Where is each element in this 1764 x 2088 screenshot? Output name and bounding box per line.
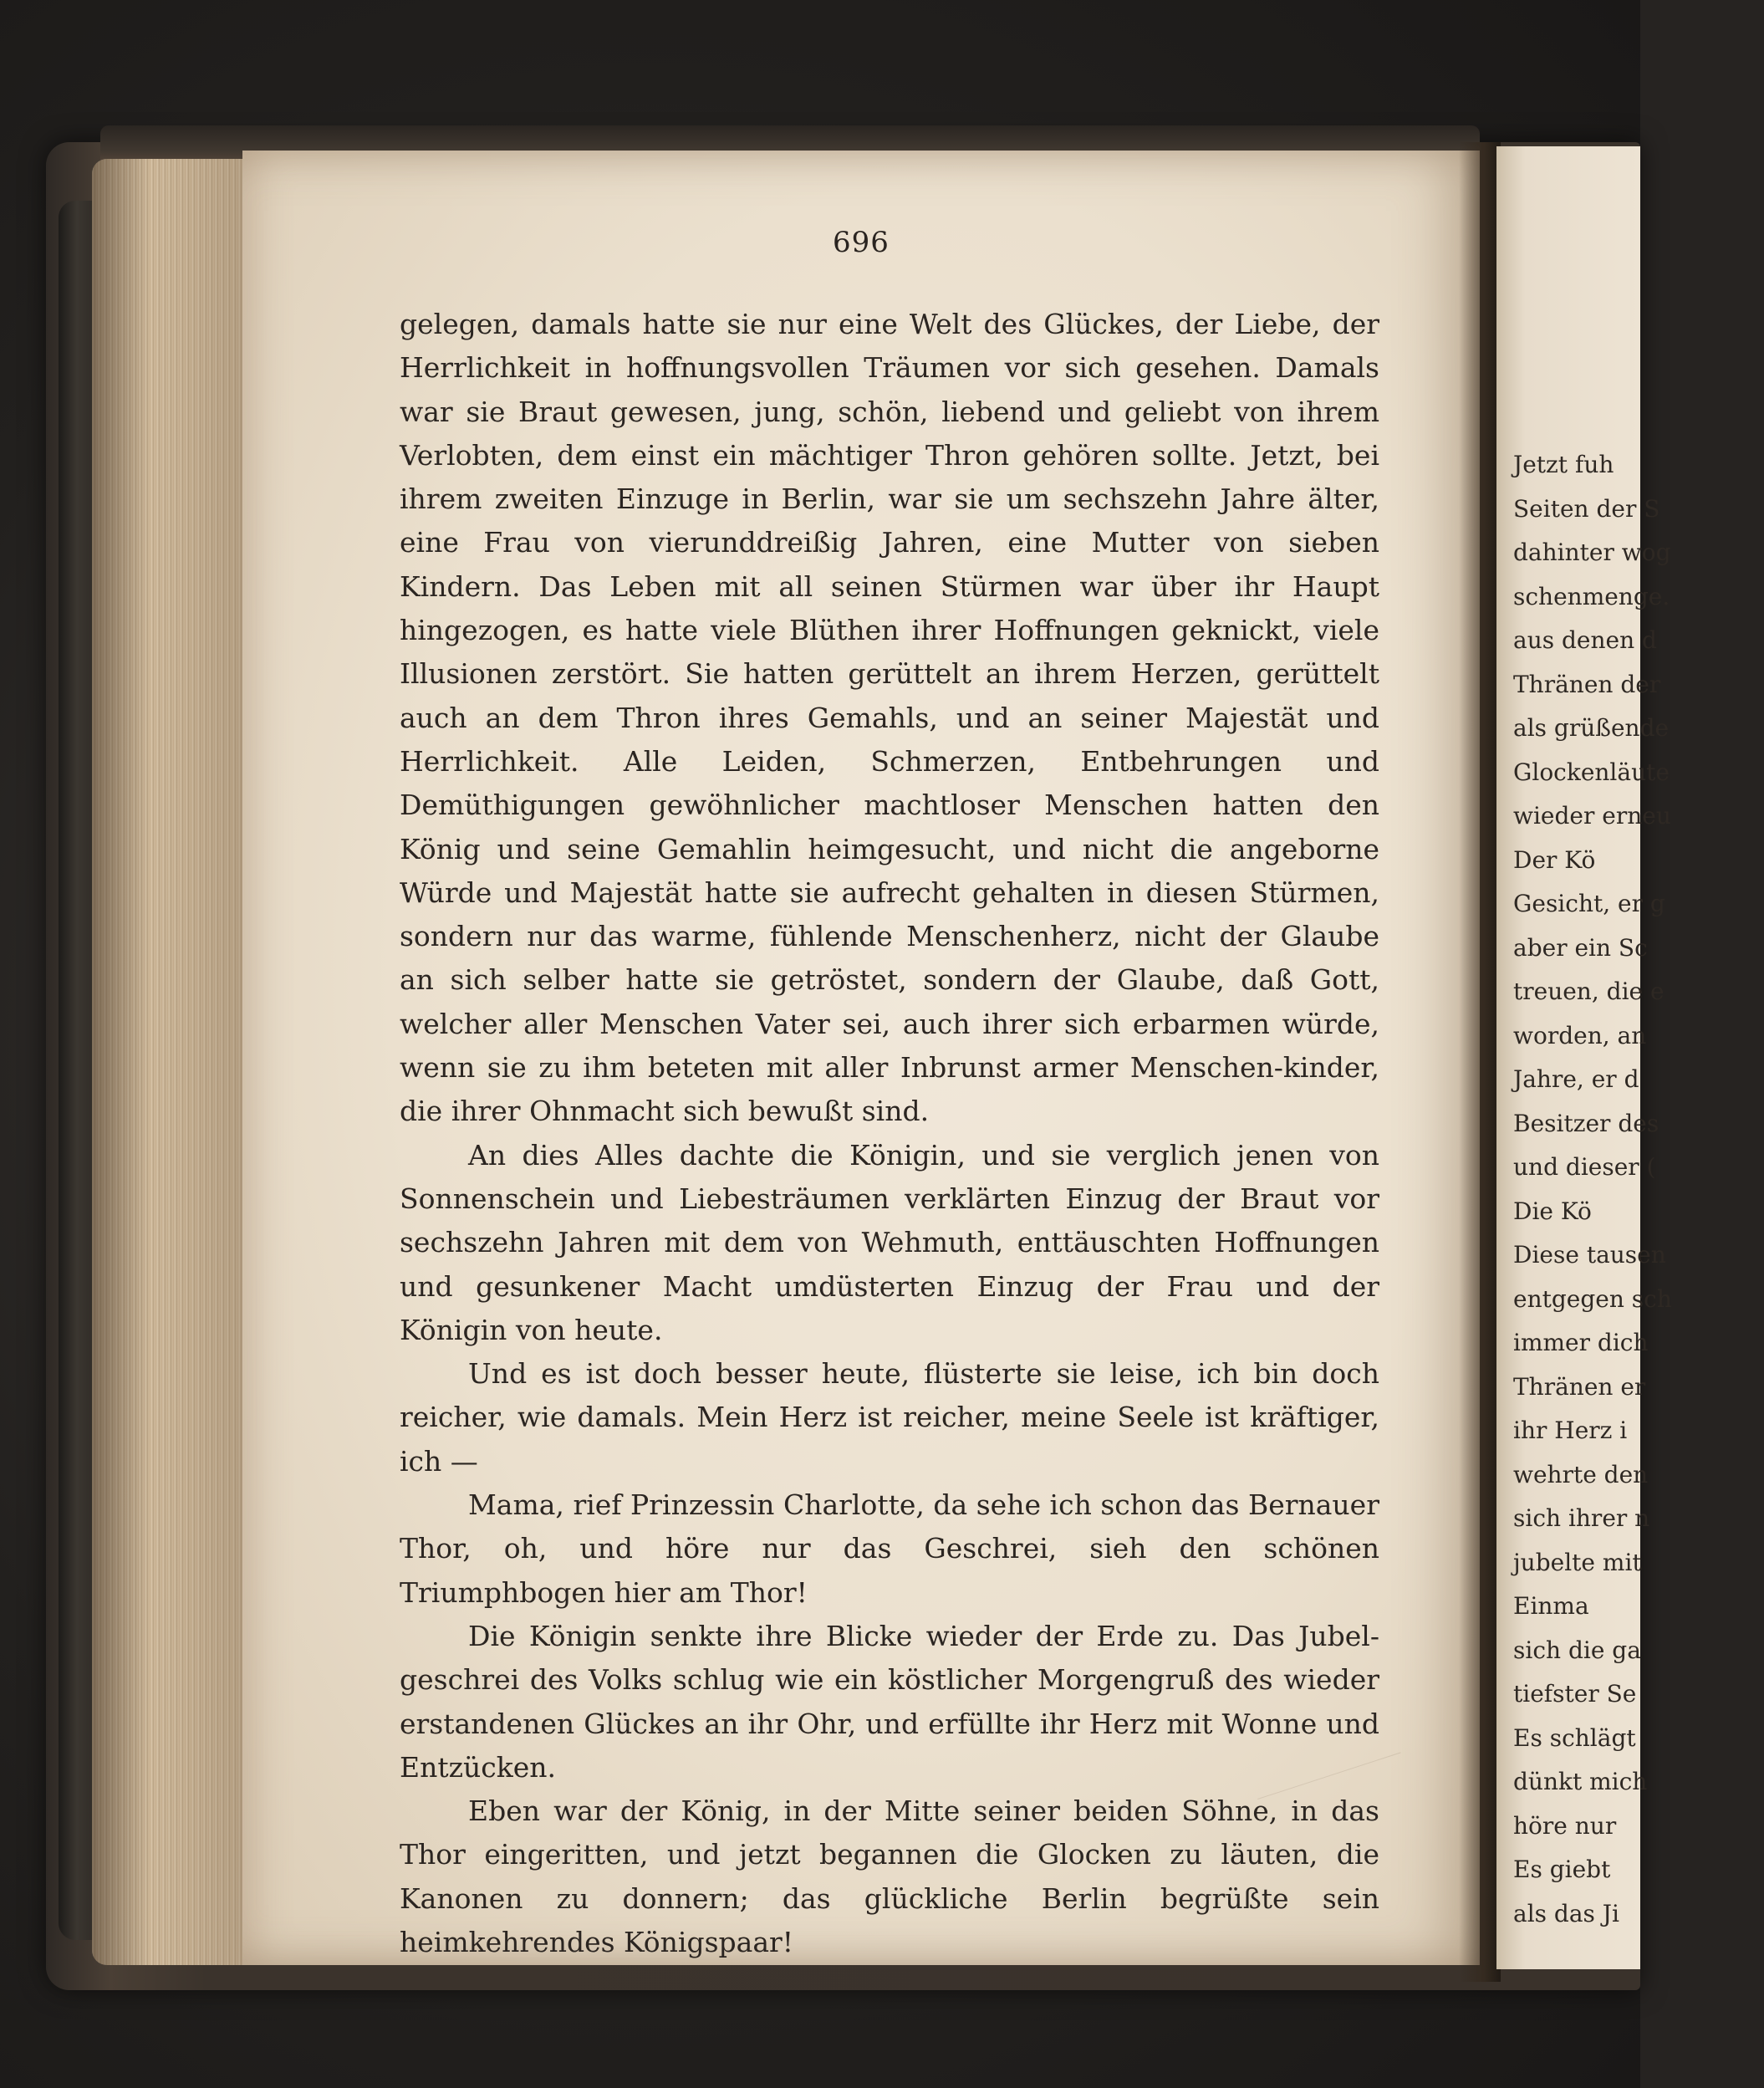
facing-line: Jahre, er d	[1513, 1065, 1639, 1093]
facing-line: ihr Herz i	[1513, 1417, 1628, 1444]
facing-line: schenmenge.	[1513, 582, 1670, 610]
facing-line: wieder erneu	[1513, 802, 1671, 830]
facing-line: höre nur	[1513, 1811, 1617, 1840]
facing-line: worden, an	[1513, 1021, 1647, 1049]
facing-line: dünkt mich	[1513, 1768, 1648, 1795]
facing-page	[1496, 146, 1672, 1969]
facing-line: Gesicht, er g	[1513, 890, 1665, 917]
facing-line: aber ein Sc	[1513, 933, 1648, 962]
page-number: 696	[833, 226, 890, 259]
facing-line: Glockenläute	[1513, 758, 1670, 786]
paragraph-1: gelegen, damals hatte sie nur eine Welt des Glückes, der Liebe, der Herrlichkeit in hoffnungsvollen Träumen vor sich gesehen. Damals war sie Braut gewesen, jung, schön, liebend und geliebt von ihrem Verlobten, dem einst ein mächtiger Thron gehören sollte. Jetzt, bei ihrem zweiten Einzuge in Berlin, war sie um sechszehn Jahre älter, eine Frau von vierunddreißig Jahren, eine Mutter von sieben Kindern. Das Leben mit all seinen Stürmen war über ihr Haupt hingezogen, es hatte viele Blüthen ihrer Hoffnungen geknickt, viele Illusionen zerstört. Sie hatten gerüttelt an ihrem Herzen, gerüttelt auch an dem Thron ihres Gemahls, und an seiner Majestät und Herrlichkeit. Alle Leiden, Schmerzen, Entbehrungen und Demüthigungen gewöhnlicher machtloser Menschen hatten den König und seine Gemahlin heimgesucht, und nicht die angeborne Würde und Majestät hatte sie aufrecht gehalten in diesen Stürmen, sondern nur das warme, fühlende Menschenherz, nicht der Glaube an sich selber hatte sie getröstet, sondern der Glaube, daß Gott, welcher aller Menschen Vater sei, auch ihrer sich erbarmen würde, wenn sie zu ihm beteten mit aller Inbrunst armer Menschen-kinder, die ihrer Ohnmacht sich bewußt sind.	[400, 308, 1379, 1128]
facing-line: immer dich	[1513, 1329, 1649, 1356]
paragraph-2: An dies Alles dachte die Königin, und sie verglich jenen von Sonnenschein und Liebesträumen verklärten Einzug der Braut vor sechszehn Jahren mit dem von Wehmuth, enttäuschten Hoffnungen und gesunkener Macht umdüsterten Einzug der Frau und der Königin von heute.	[400, 1138, 1379, 1346]
facing-page-text	[1513, 443, 1764, 1936]
facing-line: jubelte mit	[1513, 1548, 1642, 1576]
facing-line: Diese tausen	[1513, 1241, 1666, 1269]
facing-line: Besitzer des	[1513, 1109, 1659, 1137]
facing-line: Jetzt fuh	[1513, 451, 1614, 478]
gutter-shadow	[1459, 142, 1501, 1982]
facing-line: als das Ji	[1513, 1899, 1619, 1927]
facing-line: Thränen der	[1513, 670, 1661, 698]
facing-line: wehrte den	[1513, 1460, 1649, 1488]
facing-line: Der Kö	[1513, 845, 1596, 874]
facing-line: sich ihrer n	[1513, 1504, 1650, 1532]
facing-line: sich die ga	[1513, 1636, 1641, 1664]
facing-line: Die Kö	[1513, 1197, 1592, 1225]
facing-line: und dieser (	[1513, 1153, 1656, 1181]
facing-line: Es schlägt	[1513, 1723, 1636, 1752]
facing-line: entgegen sch	[1513, 1284, 1672, 1313]
facing-line: Seiten der S	[1513, 494, 1660, 523]
facing-line: tiefster Se	[1513, 1680, 1637, 1708]
facing-line: Einma	[1513, 1592, 1589, 1620]
page-edge-stack	[92, 159, 259, 1965]
paragraph-5: Die Königin senkte ihre Blicke wieder der Erde zu. Das Jubel-geschrei des Volks schlug wie ein köstlicher Morgengruß des wieder erstandenen Glückes an ihr Ohr, und erfüllte ihr Herz mit Wonne und Entzücken.	[400, 1619, 1379, 1784]
facing-line: Thränen er	[1513, 1372, 1646, 1401]
facing-line: dahinter wog	[1513, 539, 1671, 566]
paragraph-6: Eben war der König, in der Mitte seiner beiden Söhne, in das Thor eingeritten, und jetzt begannen die Glocken zu läuten, die Kanonen zu donnern; das glückliche Berlin begrüßte sein heimkehrendes Königspaar!	[400, 1794, 1379, 1958]
paragraph-3: Und es ist doch besser heute, flüsterte sie leise, ich bin doch reicher, wie damals. Mein Herz ist reicher, meine Seele ist kräftiger, ich —	[400, 1357, 1379, 1478]
paragraph-4: Mama, rief Prinzessin Charlotte, da sehe ich schon das Bernauer Thor, oh, und höre nur das Geschrei, sieh den schönen Triumphbogen hier am Thor!	[400, 1488, 1379, 1609]
facing-line: als grüßende	[1513, 714, 1670, 742]
facing-line: treuen, die e	[1513, 978, 1665, 1005]
facing-line: Es giebt	[1513, 1856, 1611, 1883]
facing-line: aus denen d	[1513, 626, 1657, 654]
page-text	[400, 303, 1379, 1964]
